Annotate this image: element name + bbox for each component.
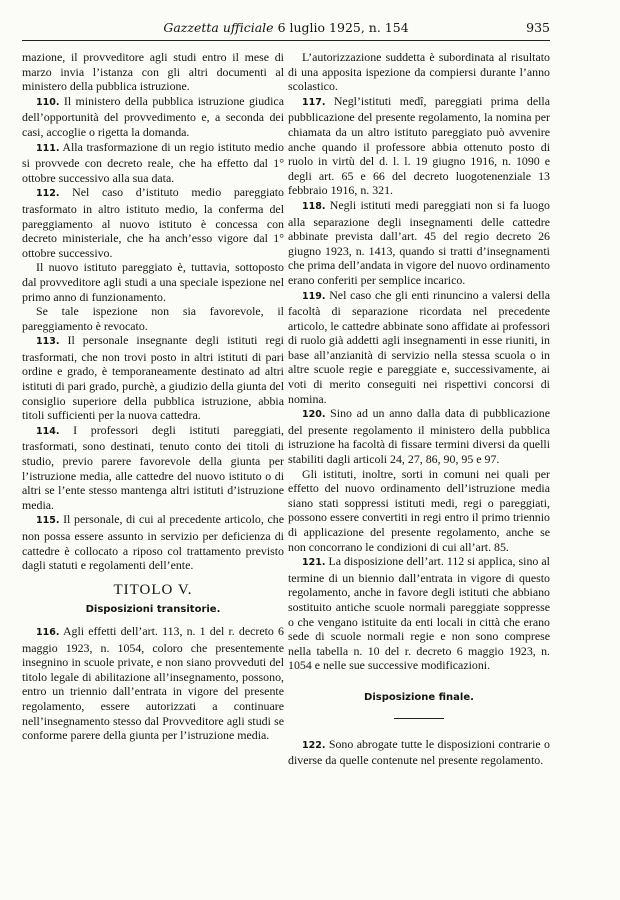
article-number: 118. [302, 200, 326, 212]
article-number: 117. [302, 96, 326, 108]
article-111 [22, 140, 284, 186]
article-text: Nel caso d’istituto medio pareggiato trasformato in altro istituto medio, la conferma del pareggiamento al nuovo istituto è concessa con decreto ministeriale, che ha anch’esso vigore dal 1° ottobre successivo. [22, 185, 284, 260]
page-header [22, 18, 550, 41]
section-subtitle: Disposizione finale. [364, 691, 474, 703]
article-113 [22, 333, 284, 423]
article-text: Il ministero della pubblica istruzione giudica dell’opportunità del provvedimento e, a seconda dei casi, accoglie o rigetta la domanda. [22, 93, 284, 139]
page-number: 935 [526, 20, 550, 35]
article-text: La disposizione dell’art. 112 si applica, sino al termine di un biennio dall’entrata in vigore di questo regolamento, anche in favore degli istituti che abbiano sostituito antiche scuole normali pareggiate soppresse o che vengano istituite da enti locali in città che erano sede di scuole normali regie e non sono comprese nella tabella n. 10 del r. decreto 6 maggio 1923, n. 1054 e nelle sue successive modificazioni. [288, 554, 550, 673]
article-text: Nel caso che gli enti rinuncino a valersi della facoltà di separazione ricordata nel precedente articolo, le cattedre abbinate sono affidate ai professori di ruolo già addetti agli insegnamenti in esse riuniti, in base all’anzianità di servizio nella stessa scuola o in altre scuole regie e pareggiate e, successivamente, ai voti di merito conseguiti nei rispettivi concorsi di nomina. [288, 287, 550, 406]
article-text: Sino ad un anno dalla data di pubblicazione del presente regolamento il ministero della pubblica istruzione ha facoltà di fissare termini diversi da quelli stabiliti dagli articoli 24, 27, 86, 90, 95 e 97. [288, 406, 550, 467]
article-number: 116. [36, 626, 60, 638]
article-number: 110. [36, 96, 60, 108]
right-column [288, 50, 550, 768]
article-number: 119. [302, 290, 326, 302]
paragraph: Gli istituti, inoltre, sorti in comuni nei quali per effetto del nuovo ordinamento dell’istruzione media siano stati soppressi istituti medi, regi o pareggiati, possono essere convertiti in regi entro il primo triennio di applicazione del presente regolamento, anche se non concorrano le condizioni di cui all’art. 85. [288, 466, 550, 554]
article-110 [22, 94, 284, 140]
article-number: 113. [36, 336, 60, 348]
article-text: Negli istituti medi pareggiati non si fa luogo alla separazione degli insegnamenti delle cattedre abbinate prevista dall’art. 45 del regio decreto 26 giugno 1923, n. 1413, quando si tratti d’insegnamenti che prima dell’andata in vigore del nuovo ordinamento erano conferiti per semplice incarico. [288, 197, 550, 287]
article-121 [288, 554, 550, 673]
article-text: Agli effetti dell’art. 113, n. 1 del r. decreto 6 maggio 1923, n. 1054, coloro che presentemente insegnino in scuole private, e non siano provveduti del titolo legale di abilitazione all’insegnamento, possono, entro un triennio dall’entrata in vigore del presente regolamento, essere autorizzati a continuare nell’insegnamento stesso dal Provveditore agli studi se conforme parere della giunta per l’istruzione media. [22, 623, 284, 743]
article-number: 120. [302, 409, 326, 421]
divider [394, 718, 444, 719]
article-text: Il personale, di cui al precedente articolo, che non possa essere assunto in servizio per deficienza di cattedre è collocato a riposo col trattamento previsto dagli statuti e regolamenti dell’ente. [22, 512, 284, 573]
issue-date: 6 luglio 1925, n. 154 [277, 20, 409, 35]
article-number: 114. [36, 425, 60, 437]
paragraph: Se tale ispezione non sia favorevole, il pareggiamento è revocato. [22, 304, 284, 333]
article-number: 115. [36, 515, 60, 527]
article-number: 121. [302, 557, 326, 569]
article-115 [22, 512, 284, 572]
article-122 [288, 737, 550, 768]
article-117 [288, 94, 550, 198]
header-title [22, 20, 550, 35]
article-text: Il personale insegnante degli istituti regi trasformati, che non trovi posto in altri istituti di pari ordine e grado, è temporaneamente destinato ad altri istituti di pari grado, purchè, a giudizio della giunta del consiglio superiore della pubblica istruzione, abbia titoli sufficienti per la nuova cattedra. [22, 333, 284, 423]
article-112 [22, 185, 284, 260]
article-number: 111. [36, 142, 60, 154]
publication-name: Gazzetta ufficiale [163, 20, 274, 35]
article-text: Sono abrogate tutte le disposizioni contrarie o diverse da quelle contenute nel presente regolamento. [288, 736, 550, 768]
article-114 [22, 423, 284, 513]
left-column [22, 50, 284, 743]
paragraph: L’autorizzazione suddetta è subordinata al risultato di una apposita ispezione da compiersi durante l’anno scolastico. [288, 50, 550, 94]
section-subtitle: Disposizioni transitorie. [85, 604, 221, 616]
paragraph: mazione, il provveditore agli studi entro il mese di marzo invia l’istanza con gli altri documenti al ministero della pubblica istruzione. [22, 50, 284, 94]
article-number: 112. [36, 188, 60, 200]
section-title: TITOLO V. [113, 581, 193, 598]
paragraph: Il nuovo istituto pareggiato è, tuttavia, sottoposto dal provveditore agli studi a una speciale ispezione nel primo anno di funzionamento. [22, 260, 284, 304]
article-text: Negl’istituti medî, pareggiati prima della pubblicazione del presente regolamento, la nomina per chiamata da un altro istituto pareggiato può avvenire anche quando il professore abbia ottenuto posto di ruolo in virtù del d. l. l. 19 giugno 1916, n. 1090 e degli art. 65 e 66 del decreto luogotenenziale 13 febbraio 1916, n. 321. [288, 93, 550, 198]
article-119 [288, 288, 550, 407]
article-120 [288, 406, 550, 466]
article-number: 122. [302, 739, 326, 751]
article-116 [22, 624, 284, 743]
article-text: I professori degli istituti pareggiati, trasformati, sono destinati, tenuto conto dei titoli di studio, previo parere favorevole della giunta per l’istruzione media, alle cattedre del nuovo istituto o di altri se l’ente stesso mantenga altri istituti d’istruzione media. [22, 422, 284, 512]
article-text: Alla trasformazione di un regio istituto medio si provvede con decreto reale, che ha effetto dal 1° ottobre successivo alla sua data. [22, 139, 284, 185]
article-118 [288, 198, 550, 288]
